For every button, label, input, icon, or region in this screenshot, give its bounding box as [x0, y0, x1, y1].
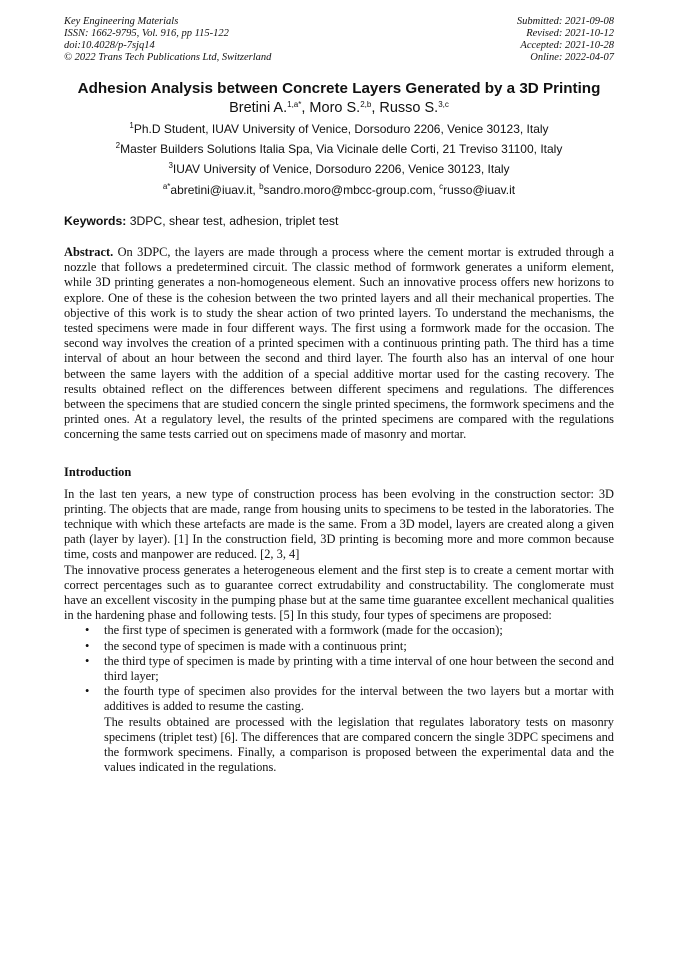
list-item: • the fourth type of specimen also provides for the interval between the two layers but a mortar with additives is added to resume the casting. — [85, 684, 614, 714]
email[interactable]: $^b$sandro.moro@mbcc-group.com — [259, 182, 433, 197]
intro-paragraph-2: The innovative process generates a heterogeneous element and the first step is to create a cement mortar with correct percentages such as to guarantee correct extrudability and constructability. The conglomerate must have an excellent viscosity in the pumping phase but at the same time guarantee excellent mechanical qualities in the hardening phase and following tests. [5] In this study, four types of specimens are proposed: — [64, 562, 614, 623]
issn: ISSN: 1662-9795, Vol. 916, pp 115-122 — [64, 28, 229, 39]
intro-paragraph-1: In the last ten years, a new type of construction process has been evolving in the construction sector: 3D printing. The objects that are made, range from housing units to specimens to be tested in the laboratories. The technique with which these artefacts are made is the same. From a 3D model, layers are created along a given path (layer by layer). [1] In the construction field, 3D printing is becoming more and more common because time, costs and manpower are reduced. [2, 3, 4] — [64, 486, 614, 562]
intro-closing-paragraph: The results obtained are processed with the legislation that regulates laboratory tests on masonry specimens (triplet test) [6]. The differences that are compared concern the single 3DPC specimens and the formwork specimens. Finally, a comparison is proposed between the experimental data and the values indicated in the regulations. — [104, 714, 614, 775]
affiliation-2: $^2$Master Builders Solutions Italia Spa, Via Vicinale delle Corti, 21 Treviso 31100, Italy — [115, 141, 563, 156]
keywords-label: Keywords: — [64, 214, 127, 228]
abstract-label: Abstract. — [64, 245, 114, 259]
copyright: © 2022 Trans Tech Publications Ltd, Switzerland — [64, 52, 272, 63]
abstract-text: On 3DPC, the layers are made through a process where the cement mortar is extruded through a nozzle that follows a predetermined circuit. The classic method of formwork generates a uniform element, while 3D printing generates a non-homogeneous element. Such an innovative process offers new horizons to explore. One of these is the cohesion between the two printed layers and all their mechanical properties. The objective of this work is to study the shear action of two printed layers. To understand the mechanisms, the tested specimens were made in four different ways. The first using a formwork made for the occasion. The second way involves the creation of a printed specimen with a continuous printing path. The third has a time interval of about an hour between the second and third layer. The fourth also has an interval of one hour between the same layers with the addition of a special additive mortar used for the casting recovery. The results obtained reflect on the differences between different specimens and regulations. The differences between the specimens that are studied concern the single printed specimens, the formwork specimens and the printed ones. At a regulatory level, the results of the printed specimens are compared with the regulations concerning the same tests carried out on specimens made of masonry and mortar. — [64, 245, 614, 442]
journal-name: Key Engineering Materials — [64, 16, 179, 27]
affiliation-3: $^3$IUAV University of Venice, Dorsoduro 2206, Venice 30123, Italy — [168, 161, 510, 176]
keywords-text: 3DPC, shear test, adhesion, triplet test — [129, 214, 339, 228]
abstract — [64, 245, 614, 443]
author-emails: $^{a*}$abretini@iuav.it, $^b$sandro.moro@mbcc-group.com, $^c$russo@iuav.it — [162, 182, 516, 197]
bullet-icon: • — [85, 638, 90, 653]
keywords — [64, 214, 614, 228]
author: Bretini A.$^{1,a*}$, — [229, 100, 310, 116]
accepted-date: Accepted: 2021-10-28 — [520, 40, 614, 51]
list-item: • the first type of specimen is generated with a formwork (made for the occasion); — [85, 623, 503, 638]
email[interactable]: $^{a*}$abretini@iuav.it — [162, 182, 253, 197]
revised-date: Revised: 2021-10-12 — [526, 28, 614, 39]
email[interactable]: $^c$russo@iuav.it — [439, 182, 516, 197]
list-item: • the third type of specimen is made by printing with a time interval of one hour between the second and third layer; — [85, 653, 614, 684]
paper-page — [64, 16, 614, 776]
author: Russo S.$^{3,c}$ — [379, 100, 449, 116]
bullet-icon: • — [85, 684, 90, 699]
doi: doi:10.4028/p-7sjq14 — [64, 40, 155, 51]
author-list — [64, 100, 614, 116]
publication-info — [64, 16, 271, 64]
specimen-type-list — [64, 623, 614, 714]
submitted-date: Submitted: 2021-09-08 — [516, 16, 614, 27]
list-item: • the second type of specimen is made with a continuous print; — [85, 638, 407, 653]
online-date: Online: 2022-04-07 — [530, 52, 614, 63]
journal-header — [64, 16, 614, 64]
submission-dates — [517, 16, 614, 64]
bullet-icon: • — [85, 623, 90, 638]
bullet-icon: • — [85, 653, 90, 668]
section-heading: Introduction — [64, 464, 132, 479]
affiliation-1: $^1$Ph.D Student, IUAV University of Venice, Dorsoduro 2206, Venice 30123, Italy — [129, 121, 549, 136]
paper-title: Adhesion Analysis between Concrete Layers Generated by a 3D Printing — [77, 80, 601, 97]
author: Moro S.$^{2,b}$, — [309, 100, 380, 116]
